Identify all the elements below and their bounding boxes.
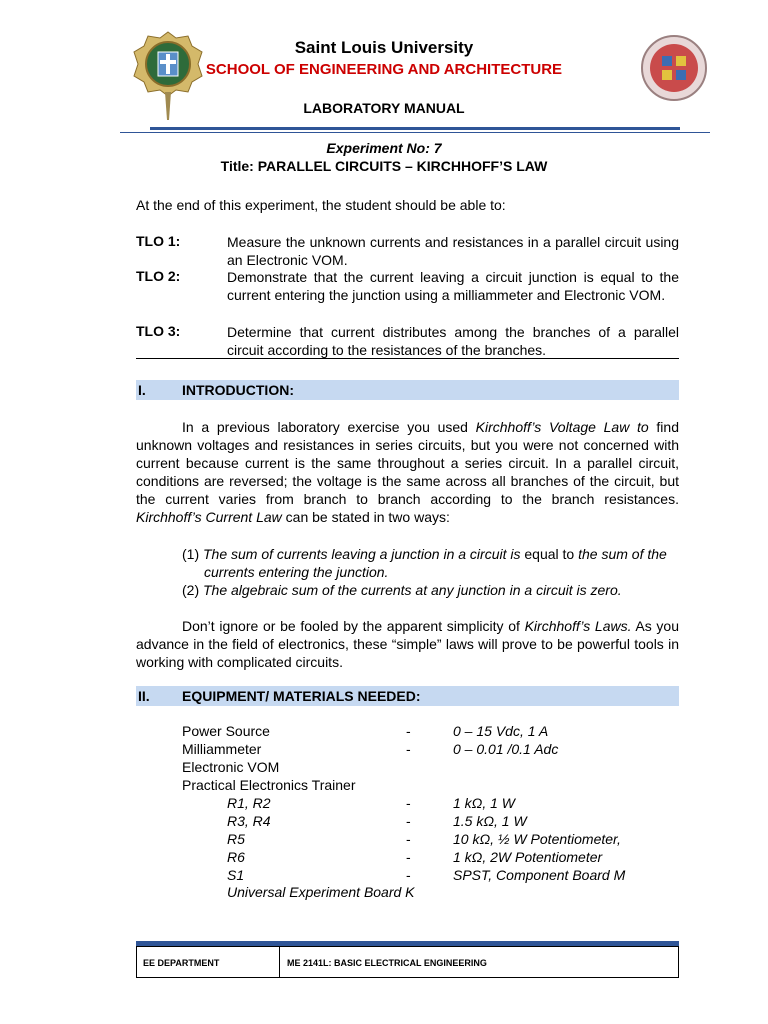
section-number: I. [138,382,146,398]
component-name: R3, R4 [227,813,271,829]
list-item: (1) The sum of currents leaving a junction in a circuit is equal to the sum of the currents entering the junction. [182,546,667,580]
component-value: 10 kΩ, ½ W Potentiometer, [453,831,621,847]
component-value: SPST, Component Board M [453,867,626,883]
tlo-label: TLO 3: [136,323,181,339]
section-number: II. [138,688,150,704]
equipment-name: Milliammeter [182,741,262,757]
university-name: Saint Louis University [294,38,474,57]
component-name: R5 [227,831,245,847]
equipment-dash: - [406,849,411,865]
component-value: 1 kΩ, 2W Potentiometer [453,849,603,865]
tlo-text: Determine that current distributes among the branches of a parallel circuit according to the resistances of the branches. [227,324,679,358]
intro-paragraph: In a previous laboratory exercise you used Kirchhoff’s Voltage Law to find unknown voltages and resistances in series circuits, but you were not concerned with current because current is the same throughout a series circuit. In a parallel circuit, conditions are reversed; the voltage is the same across all branches of the circuit, but the current varies from branch to branch according to the branch resistances. Kirchhoff’s Current Law can be stated in two ways: [136,419,679,525]
equipment-dash: - [406,867,411,883]
equipment-name: Power Source [182,723,270,739]
equipment-dash: - [406,813,411,829]
footer-department: EE DEPARTMENT [143,958,220,968]
tlo-label: TLO 2: [136,268,181,284]
equipment-value: 0 – 15 Vdc, 1 A [453,723,549,739]
intro-paragraph: Don’t ignore or be fooled by the apparent simplicity of Kirchhoff’s Laws. As you advance in the field of electronics, these “simple” laws will prove to be powerful tools in working with complicated circuits. [136,618,679,670]
header-rule [150,127,680,130]
component-value: 1.5 kΩ, 1 W [453,813,527,829]
footer-divider [279,946,280,978]
equipment-dash: - [406,741,411,757]
section-title: INTRODUCTION: [182,382,294,398]
experiment-number: Experiment No: 7 [326,140,442,156]
objectives-intro: At the end of this experiment, the student should be able to: [136,197,506,213]
school-name: SCHOOL OF ENGINEERING AND ARCHITECTURE [205,61,563,78]
component-name: S1 [227,867,245,883]
manual-title: LABORATORY MANUAL [303,100,465,116]
header-rule-thin [120,132,710,133]
equipment-dash: - [406,795,411,811]
list-item: (2) The algebraic sum of the currents at any junction in a circuit is zero. [182,582,622,598]
tlo-text: Measure the unknown currents and resistances in a parallel circuit using an Electronic VOM. [227,234,679,268]
tlo-label: TLO 1: [136,233,181,249]
objectives-rule [136,358,679,359]
experiment-title: Title: PARALLEL CIRCUITS – KIRCHHOFF’S LAW [220,158,548,174]
tlo-text: Demonstrate that the current leaving a circuit junction is equal to the current entering the junction using a milliammeter and Electronic VOM. [227,269,679,303]
footer-course: ME 2141L: BASIC ELECTRICAL ENGINEERING [287,958,487,968]
component-value: 1 kΩ, 1 W [453,795,515,811]
section-title: EQUIPMENT/ MATERIALS NEEDED: [182,688,421,704]
equipment-dash: - [406,723,411,739]
equipment-dash: - [406,831,411,847]
component-name: R1, R2 [227,795,271,811]
equipment-name: Electronic VOM [182,759,280,775]
component-name: R6 [227,849,245,865]
equipment-name: Practical Electronics Trainer [182,777,356,793]
equipment-value: 0 – 0.01 /0.1 Adc [453,741,559,757]
component-name: Universal Experiment Board K [227,884,415,900]
